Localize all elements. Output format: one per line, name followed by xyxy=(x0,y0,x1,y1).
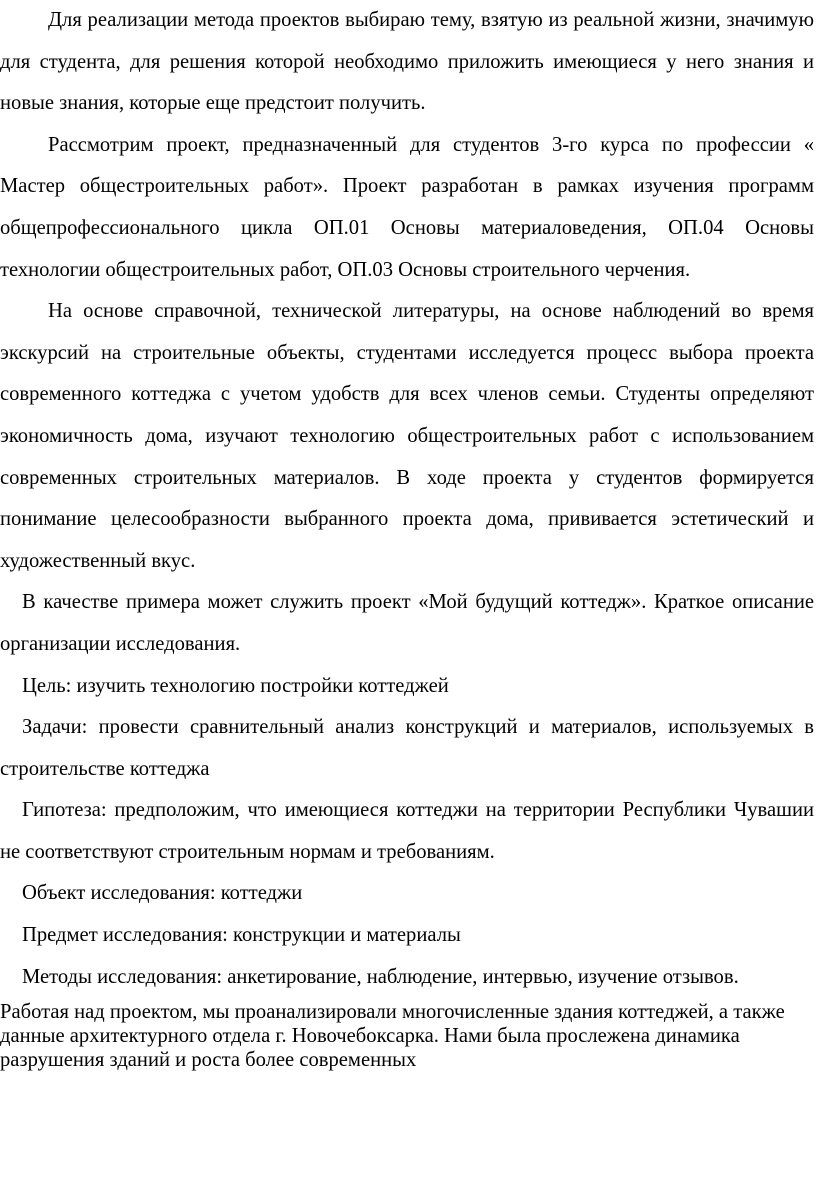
paragraph-research-object: Объект исследования: коттеджи xyxy=(22,882,303,905)
paragraph-project-description: Рассмотрим проект, предназначенный для студентов 3-го курса по профессии « Мастер общестроительных работ». Проект разработан в рамках изучения программ общепрофессионального цикла ОП.01 Основы материаловедения, ОП.04 Основы технологии общестроительных работ, ОП.03 Основы строительного черчения. xyxy=(0,133,814,281)
paragraph-research-methods: Методы исследования: анкетирование, наблюдение, интервью, изучение отзывов. xyxy=(22,965,739,988)
paragraph-goal: Цель: изучить технологию постройки коттеджей xyxy=(22,674,449,697)
paragraph-analysis-results: Работая над проектом, мы проанализировали многочисленные здания коттеджей, а также данные архитектурного отдела г. Новочебоксарка. Нами была прослежена динамика разрушения зданий и роста более современных xyxy=(0,1001,785,1072)
paragraph-project-method: Для реализации метода проектов выбираю тему, взятую из реальной жизни, значимую для студента, для решения которой необходимо приложить имеющиеся у него знания и новые знания, которые еще предстоит получить. xyxy=(0,9,814,115)
paragraph-tasks: Задачи: провести сравнительный анализ конструкций и материалов, используемых в строительстве коттеджа xyxy=(0,716,814,780)
paragraph-hypothesis: Гипотеза: предположим, что имеющиеся коттеджи на территории Республики Чувашии не соответствуют строительным нормам и требованиям. xyxy=(0,799,814,863)
paragraph-research-process: На основе справочной, технической литературы, на основе наблюдений во время экскурсий на строительные объекты, студентами исследуется процесс выбора проекта современного коттеджа с учетом удобств для всех членов семьи. Студенты определяют экономичность дома, изучают технологию общестроительных работ с использованием современных строительных материалов. В ходе проекта у студентов формируется понимание целесообразности выбранного проекта дома, прививается эстетический и художественный вкус. xyxy=(0,300,814,572)
paragraph-example-project: В качестве примера может служить проект «Мой будущий коттедж». Краткое описание организации исследования. xyxy=(0,591,814,655)
paragraph-research-subject: Предмет исследования: конструкции и материалы xyxy=(22,924,461,947)
